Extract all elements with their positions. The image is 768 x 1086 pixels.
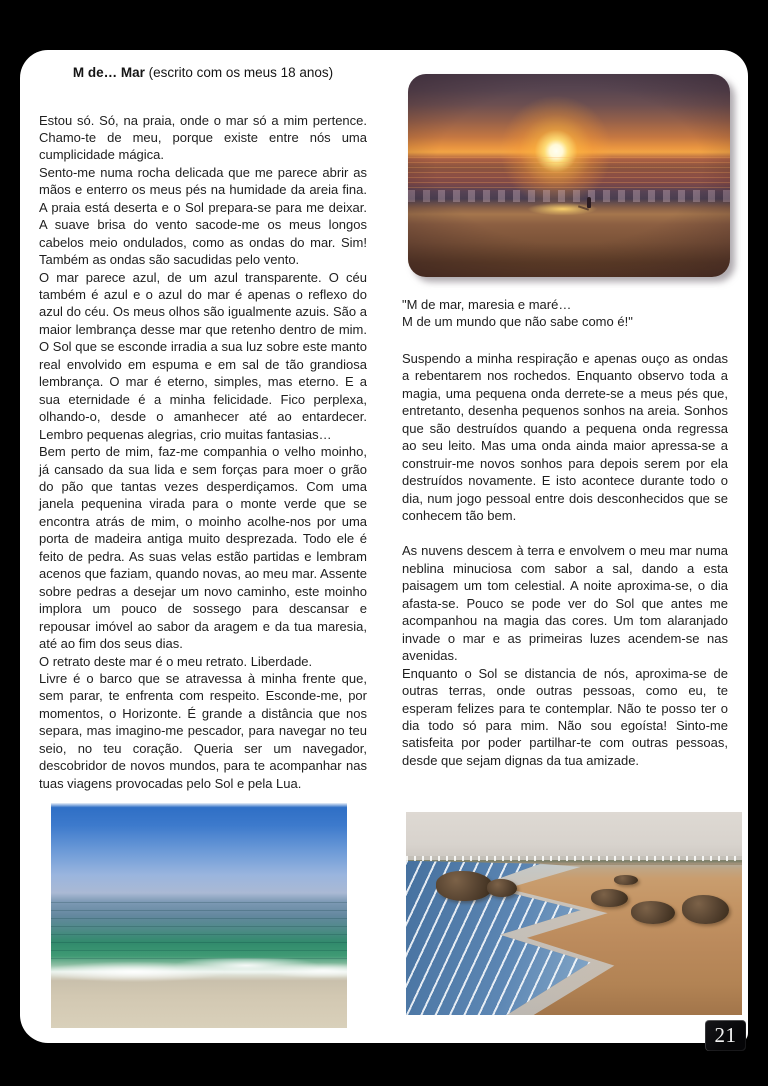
beach-photo-right: [406, 812, 742, 1015]
rock: [591, 889, 628, 907]
quote-line-1: "M de mar, maresia e maré…: [402, 297, 572, 312]
right-column: [402, 296, 728, 769]
paragraph-o-mar-parece-azul: O mar parece azul, de um azul transparente. O céu também é azul e o azul do mar é apenas o reflexo do azul do céu. Os meus olhos são igualmente azuis. São a maior lembrança desse mar que retenho dentro de mim. O Sol que se esconde irradia a sua luz sobre este manto real envolvido em espuma e em sal de tão grandiosa lembrança. O mar é eterno, simples, mas eterno. E a sua eternidade é a minha felicidade. Fico perplexa, olhando-o, desde o amanhecer até ao entardecer. Lembro pequenas alegrias, crio muitas fantasias…: [39, 269, 367, 442]
paragraph-sento-me: Sento-me numa rocha delicada que me parece abrir as mãos e enterro os meus pés na humidade da areia fina. A praia está deserta e o Sol prepara-se para me deixar. A suave brisa do vento sacode-me os meus longos cabelos meio ondulados, como as ondas do mar. Sim! Também as ondas são sacudidas pelo vento.: [39, 164, 367, 268]
article-title-subtitle: (escrito com os meus 18 anos): [144, 65, 334, 80]
beach-left-wave-lines: [51, 902, 347, 965]
paragraph-suspendo: Suspendo a minha respiração e apenas ouço as ondas a rebentarem nos rochedos. Enquanto observo toda a magia, uma pequena onda derrete-se a meus pés que, entretanto, desenha pequenos sonhos na areia. Sonhos que são destruídos quando a pequena onda regressa ao seu leito. Mas uma onda ainda maior apressa-se a construir-me novos sonhos para depois serem por ela destruídos novamente. E isto acontece durante todo o dia, num jogo pessoal entre dois desconhecidos que se conhecem tão bem.: [402, 350, 728, 523]
paragraph-as-nuvens: As nuvens descem à terra e envolvem o meu mar numa neblina minuciosa com sabor a sal, dando a esta paisagem um tom celestial. A noite aproxima-se, o dia afasta-se. Pouco se pode ver do Sol que antes me acompanhou na magia das cores. Um tom alaranjado invade o mar e as primeiras luzes acendem-se nas avenidas.: [402, 543, 728, 664]
quote-line-2: M de um mundo que não sabe como é!": [402, 314, 633, 330]
rock: [614, 875, 638, 885]
sunset-beach-photo: [408, 74, 730, 277]
paragraph-livre-e-o-barco: Livre é o barco que se atravessa à minha frente que, sem parar, te enfrenta com respeito. Esconde-me, por momentos, o Horizonte. É grande a distância que nos separa, mas imagino-me pescador, para navegar no teu seio, no teu coração. Queria ser um navegador, descobridor de novos mundos, para te acompanhar nas tuas viagens provocadas pelo Sol e pela Lua.: [39, 671, 367, 791]
beach-left-foam: [51, 958, 347, 983]
rock: [631, 901, 675, 923]
rock: [436, 871, 493, 901]
left-column: [39, 64, 367, 792]
paragraph-retrato: O retrato deste mar é o meu retrato. Liberdade.: [39, 653, 313, 669]
rock: [487, 879, 517, 897]
paragraph-estou-so: Estou só. Só, na praia, onde o mar só a mim pertence. Chamo-te de meu, porque existe entre nós uma cumplicidade mágica.: [39, 112, 367, 163]
beach-photo-left: [51, 803, 347, 1028]
paragraph-enquanto-o-sol: Enquanto o Sol se distancia de nós, aproxima-se de outras terras, onde outras pessoas, como eu, te esperam felizes para te contemplar. Não te posso ter o dia todo só para mim. Não sou egoísta! Sinto-me satisfeita por poder partilhar-te com outras pessoas, desde que sejam dignas da tua amizade.: [402, 665, 728, 768]
rock: [682, 895, 729, 923]
article-title-main: M de… Mar: [72, 65, 145, 80]
quote-block: [402, 296, 728, 331]
document-page: [20, 50, 748, 1047]
page-number-badge: [705, 1020, 746, 1051]
article-title: [39, 64, 367, 82]
photo-vignette: [408, 74, 730, 277]
page-number: 21: [714, 1023, 737, 1047]
paragraph-velho-moinho: Bem perto de mim, faz-me companhia o velho moinho, já cansado da sua lida e sem forças para moer o grão do pão que tantas vezes desperdiçamos. Com uma janela pequenina virada para o monte verde que se encontra atrás de mim, o moinho acolhe-nos por uma porta de madeira antiga muito desprezada. Todo ele é feito de pedra. As suas velas estão partidas e lembram acenos que faziam, quando novas, ao meu mar. Assente sobre pedras a desejar um novo caminho, este moinho implora um pouco de sossego para descansar e repousar imóvel ao sabor da aragem e da tua maresia, até ao fim dos seus dias.: [39, 444, 367, 652]
